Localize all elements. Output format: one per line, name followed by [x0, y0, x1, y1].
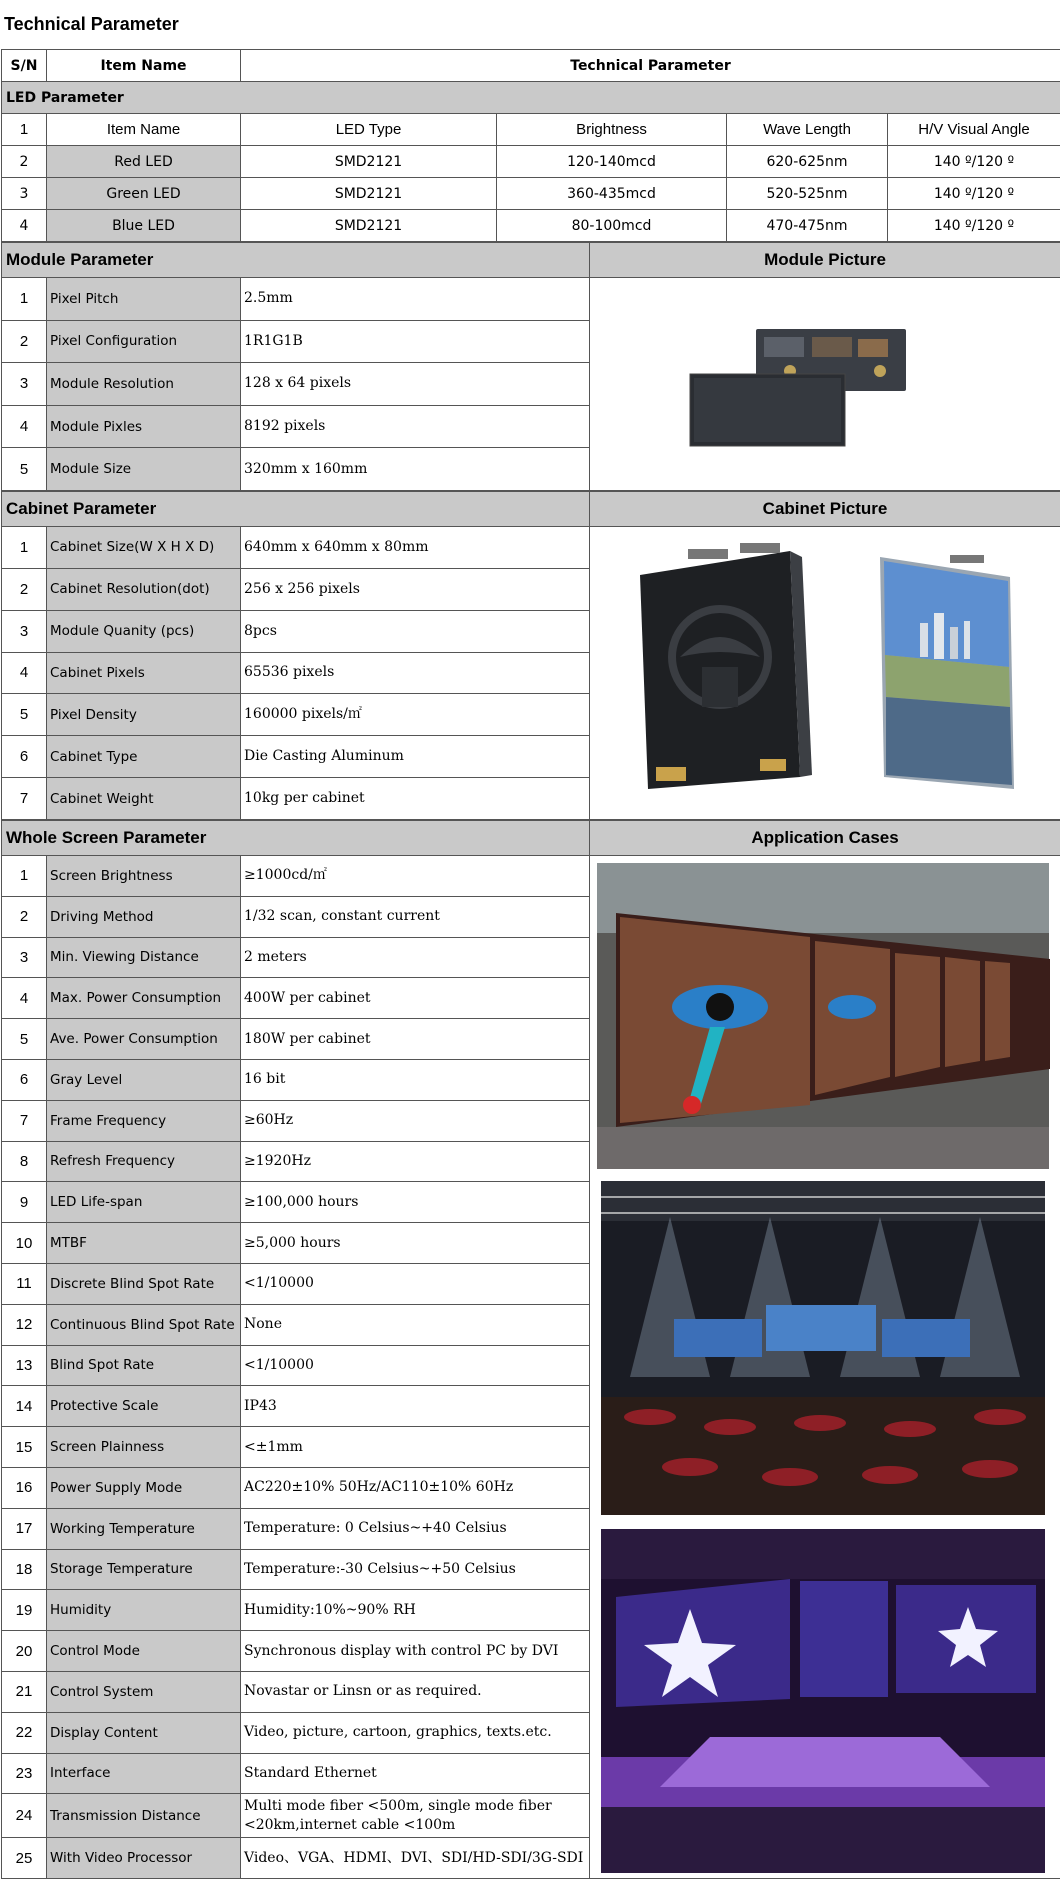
led-cell-4: 520-525nm	[727, 178, 888, 210]
screen-sn: 3	[2, 937, 47, 978]
module-item-name: Module Resolution	[47, 363, 241, 406]
screen-item-name: LED Life-span	[47, 1182, 241, 1223]
screen-item-value: None	[241, 1304, 590, 1345]
screen-item-value: ≥5,000 hours	[241, 1223, 590, 1264]
screen-item-name: Continuous Blind Spot Rate	[47, 1304, 241, 1345]
screen-item-name: Storage Temperature	[47, 1549, 241, 1590]
cabinet-item-name: Cabinet Size(W X H X D)	[47, 526, 241, 568]
screen-sn: 11	[2, 1263, 47, 1304]
module-sn: 2	[2, 320, 47, 363]
cabinet-item-value: Die Casting Aluminum	[241, 736, 590, 778]
screen-sn: 1	[2, 855, 47, 896]
screen-item-value: Video、VGA、HDMI、DVI、SDI/HD-SDI/3G-SDI	[241, 1838, 590, 1879]
led-section-title: LED Parameter	[2, 82, 1060, 114]
led-cell-0: 4	[2, 210, 47, 242]
module-picture-cell	[590, 278, 1060, 491]
module-item-value: 128 x 64 pixels	[241, 363, 590, 406]
led-cell-2: SMD2121	[241, 146, 497, 178]
screen-sn: 15	[2, 1427, 47, 1468]
screen-item-name: Discrete Blind Spot Rate	[47, 1263, 241, 1304]
screen-sn: 23	[2, 1753, 47, 1794]
led-cell-3: 80-100mcd	[497, 210, 727, 242]
screen-item-name: Power Supply Mode	[47, 1467, 241, 1508]
led-cell-1: Blue LED	[47, 210, 241, 242]
screen-item-name: Min. Viewing Distance	[47, 937, 241, 978]
screen-sn: 16	[2, 1467, 47, 1508]
screen-item-value: Novastar or Linsn or as required.	[241, 1671, 590, 1712]
led-cell-4: 620-625nm	[727, 146, 888, 178]
cabinet-sn: 7	[2, 778, 47, 820]
screen-row	[2, 855, 1060, 896]
screen-item-value: Humidity:10%~90% RH	[241, 1590, 590, 1631]
module-item-name: Pixel Pitch	[47, 278, 241, 321]
screen-picture-cell	[590, 855, 1060, 1878]
screen-item-value: 1/32 scan, constant current	[241, 896, 590, 937]
application-cases-pictures	[590, 857, 1059, 1877]
header-item-name: Item Name	[47, 50, 241, 82]
led-row	[2, 178, 1060, 210]
page-title: Technical Parameter	[4, 14, 179, 34]
screen-sn: 12	[2, 1304, 47, 1345]
cabinet-sn: 3	[2, 610, 47, 652]
screen-sn: 13	[2, 1345, 47, 1386]
application-case-1-image	[597, 863, 1050, 1169]
screen-item-name: Humidity	[47, 1590, 241, 1631]
screen-sn: 10	[2, 1223, 47, 1264]
screen-item-name: Transmission Distance	[47, 1794, 241, 1838]
led-cell-1: Red LED	[47, 146, 241, 178]
screen-sn: 6	[2, 1059, 47, 1100]
led-cell-0: 2	[2, 146, 47, 178]
screen-item-name: Refresh Frequency	[47, 1141, 241, 1182]
led-cell-3: 120-140mcd	[497, 146, 727, 178]
screen-item-name: Ave. Power Consumption	[47, 1019, 241, 1060]
screen-item-value: 16 bit	[241, 1059, 590, 1100]
led-table	[1, 49, 1060, 242]
cabinet-sn: 6	[2, 736, 47, 778]
module-section-title: Module Parameter	[2, 243, 590, 278]
screen-item-name: Max. Power Consumption	[47, 978, 241, 1019]
led-cell-3: 360-435mcd	[497, 178, 727, 210]
screen-item-name: Protective Scale	[47, 1386, 241, 1427]
cabinet-section-title: Cabinet Parameter	[2, 491, 590, 526]
screen-item-name: Control Mode	[47, 1631, 241, 1672]
module-item-value: 320mm x 160mm	[241, 448, 590, 491]
screen-item-value: Temperature: 0 Celsius~+40 Celsius	[241, 1508, 590, 1549]
screen-item-name: Screen Brightness	[47, 855, 241, 896]
module-sn: 5	[2, 448, 47, 491]
cabinet-item-value: 160000 pixels/㎡	[241, 694, 590, 736]
cabinet-item-name: Cabinet Pixels	[47, 652, 241, 694]
screen-item-value: <±1mm	[241, 1427, 590, 1468]
spec-sheet	[1, 49, 1060, 1879]
cabinet-row	[2, 526, 1060, 568]
screen-section-title: Whole Screen Parameter	[2, 820, 590, 855]
led-column-header-5: H/V Visual Angle	[888, 114, 1060, 146]
module-sn: 1	[2, 278, 47, 321]
screen-section-header	[2, 820, 1060, 855]
cabinet-item-name: Pixel Density	[47, 694, 241, 736]
screen-sn: 9	[2, 1182, 47, 1223]
cabinet-picture-title: Cabinet Picture	[590, 491, 1060, 526]
screen-item-value: <1/10000	[241, 1345, 590, 1386]
screen-table	[1, 820, 1060, 1879]
screen-sn: 17	[2, 1508, 47, 1549]
screen-item-name: MTBF	[47, 1223, 241, 1264]
led-cell-4: 470-475nm	[727, 210, 888, 242]
cabinet-table	[1, 491, 1060, 820]
led-column-header-2: LED Type	[241, 114, 497, 146]
led-column-header-0: 1	[2, 114, 47, 146]
screen-sn: 24	[2, 1794, 47, 1838]
header-technical-parameter: Technical Parameter	[241, 50, 1060, 82]
screen-item-value: 2 meters	[241, 937, 590, 978]
cabinet-section-header	[2, 491, 1060, 526]
led-cell-2: SMD2121	[241, 178, 497, 210]
cabinet-picture	[590, 527, 1059, 819]
led-cell-0: 3	[2, 178, 47, 210]
screen-item-value: 400W per cabinet	[241, 978, 590, 1019]
application-cases-title: Application Cases	[590, 820, 1060, 855]
screen-item-name: Display Content	[47, 1712, 241, 1753]
module-item-value: 8192 pixels	[241, 405, 590, 448]
led-cell-5: 140 º/120 º	[888, 210, 1060, 242]
led-row	[2, 146, 1060, 178]
led-column-header-4: Wave Length	[727, 114, 888, 146]
screen-item-name: Interface	[47, 1753, 241, 1794]
cabinet-item-value: 65536 pixels	[241, 652, 590, 694]
cabinet-sn: 2	[2, 568, 47, 610]
screen-item-name: Blind Spot Rate	[47, 1345, 241, 1386]
cabinet-sn: 1	[2, 526, 47, 568]
led-column-header-1: Item Name	[47, 114, 241, 146]
screen-sn: 4	[2, 978, 47, 1019]
screen-item-value: ≥1920Hz	[241, 1141, 590, 1182]
screen-item-name: Frame Frequency	[47, 1100, 241, 1141]
led-cell-5: 140 º/120 º	[888, 146, 1060, 178]
screen-item-name: Driving Method	[47, 896, 241, 937]
screen-item-value: AC220±10% 50Hz/AC110±10% 60Hz	[241, 1467, 590, 1508]
screen-sn: 18	[2, 1549, 47, 1590]
screen-sn: 14	[2, 1386, 47, 1427]
screen-sn: 22	[2, 1712, 47, 1753]
screen-item-value: Video, picture, cartoon, graphics, texts.etc.	[241, 1712, 590, 1753]
cabinet-picture-cell	[590, 526, 1060, 819]
cabinet-item-value: 8pcs	[241, 610, 590, 652]
cabinet-item-value: 640mm x 640mm x 80mm	[241, 526, 590, 568]
module-section-header	[2, 243, 1060, 278]
led-column-header-3: Brightness	[497, 114, 727, 146]
led-column-header-row	[2, 114, 1060, 146]
header-sn: S/N	[2, 50, 47, 82]
screen-item-name: With Video Processor	[47, 1838, 241, 1879]
cabinet-item-name: Module Quanity (pcs)	[47, 610, 241, 652]
screen-sn: 21	[2, 1671, 47, 1712]
header-row	[2, 50, 1060, 82]
led-cell-2: SMD2121	[241, 210, 497, 242]
cabinet-item-value: 10kg per cabinet	[241, 778, 590, 820]
screen-item-name: Gray Level	[47, 1059, 241, 1100]
cabinet-item-name: Cabinet Weight	[47, 778, 241, 820]
screen-sn: 7	[2, 1100, 47, 1141]
cabinet-item-name: Cabinet Resolution(dot)	[47, 568, 241, 610]
screen-item-name: Working Temperature	[47, 1508, 241, 1549]
screen-item-name: Control System	[47, 1671, 241, 1712]
screen-item-value: ≥100,000 hours	[241, 1182, 590, 1223]
module-item-name: Module Size	[47, 448, 241, 491]
module-picture-title: Module Picture	[590, 243, 1060, 278]
module-item-name: Module Pixles	[47, 405, 241, 448]
cabinet-item-name: Cabinet Type	[47, 736, 241, 778]
screen-item-value: Standard Ethernet	[241, 1753, 590, 1794]
screen-sn: 8	[2, 1141, 47, 1182]
screen-item-value: IP43	[241, 1386, 590, 1427]
module-item-value: 1R1G1B	[241, 320, 590, 363]
led-cell-1: Green LED	[47, 178, 241, 210]
screen-item-value: Multi mode fiber <500m, single mode fiber <20km,internet cable <100m	[241, 1794, 590, 1838]
screen-item-value: 180W per cabinet	[241, 1019, 590, 1060]
screen-sn: 19	[2, 1590, 47, 1631]
module-table	[1, 242, 1060, 491]
module-item-value: 2.5mm	[241, 278, 590, 321]
screen-sn: 5	[2, 1019, 47, 1060]
screen-item-value: ≥1000cd/㎡	[241, 855, 590, 896]
screen-item-name: Screen Plainness	[47, 1427, 241, 1468]
cabinet-sn: 5	[2, 694, 47, 736]
application-case-2-image	[601, 1181, 1045, 1515]
screen-item-value: Synchronous display with control PC by DVI	[241, 1631, 590, 1672]
screen-item-value: <1/10000	[241, 1263, 590, 1304]
module-row	[2, 278, 1060, 321]
led-cell-5: 140 º/120 º	[888, 178, 1060, 210]
screen-item-value: Temperature:-30 Celsius~+50 Celsius	[241, 1549, 590, 1590]
led-section-header	[2, 82, 1060, 114]
led-row	[2, 210, 1060, 242]
screen-sn: 25	[2, 1838, 47, 1879]
module-picture	[590, 279, 1059, 489]
application-case-3-image	[601, 1529, 1045, 1873]
module-sn: 3	[2, 363, 47, 406]
screen-sn: 2	[2, 896, 47, 937]
module-item-name: Pixel Configuration	[47, 320, 241, 363]
cabinet-item-value: 256 x 256 pixels	[241, 568, 590, 610]
screen-item-value: ≥60Hz	[241, 1100, 590, 1141]
screen-sn: 20	[2, 1631, 47, 1672]
cabinet-sn: 4	[2, 652, 47, 694]
module-sn: 4	[2, 405, 47, 448]
